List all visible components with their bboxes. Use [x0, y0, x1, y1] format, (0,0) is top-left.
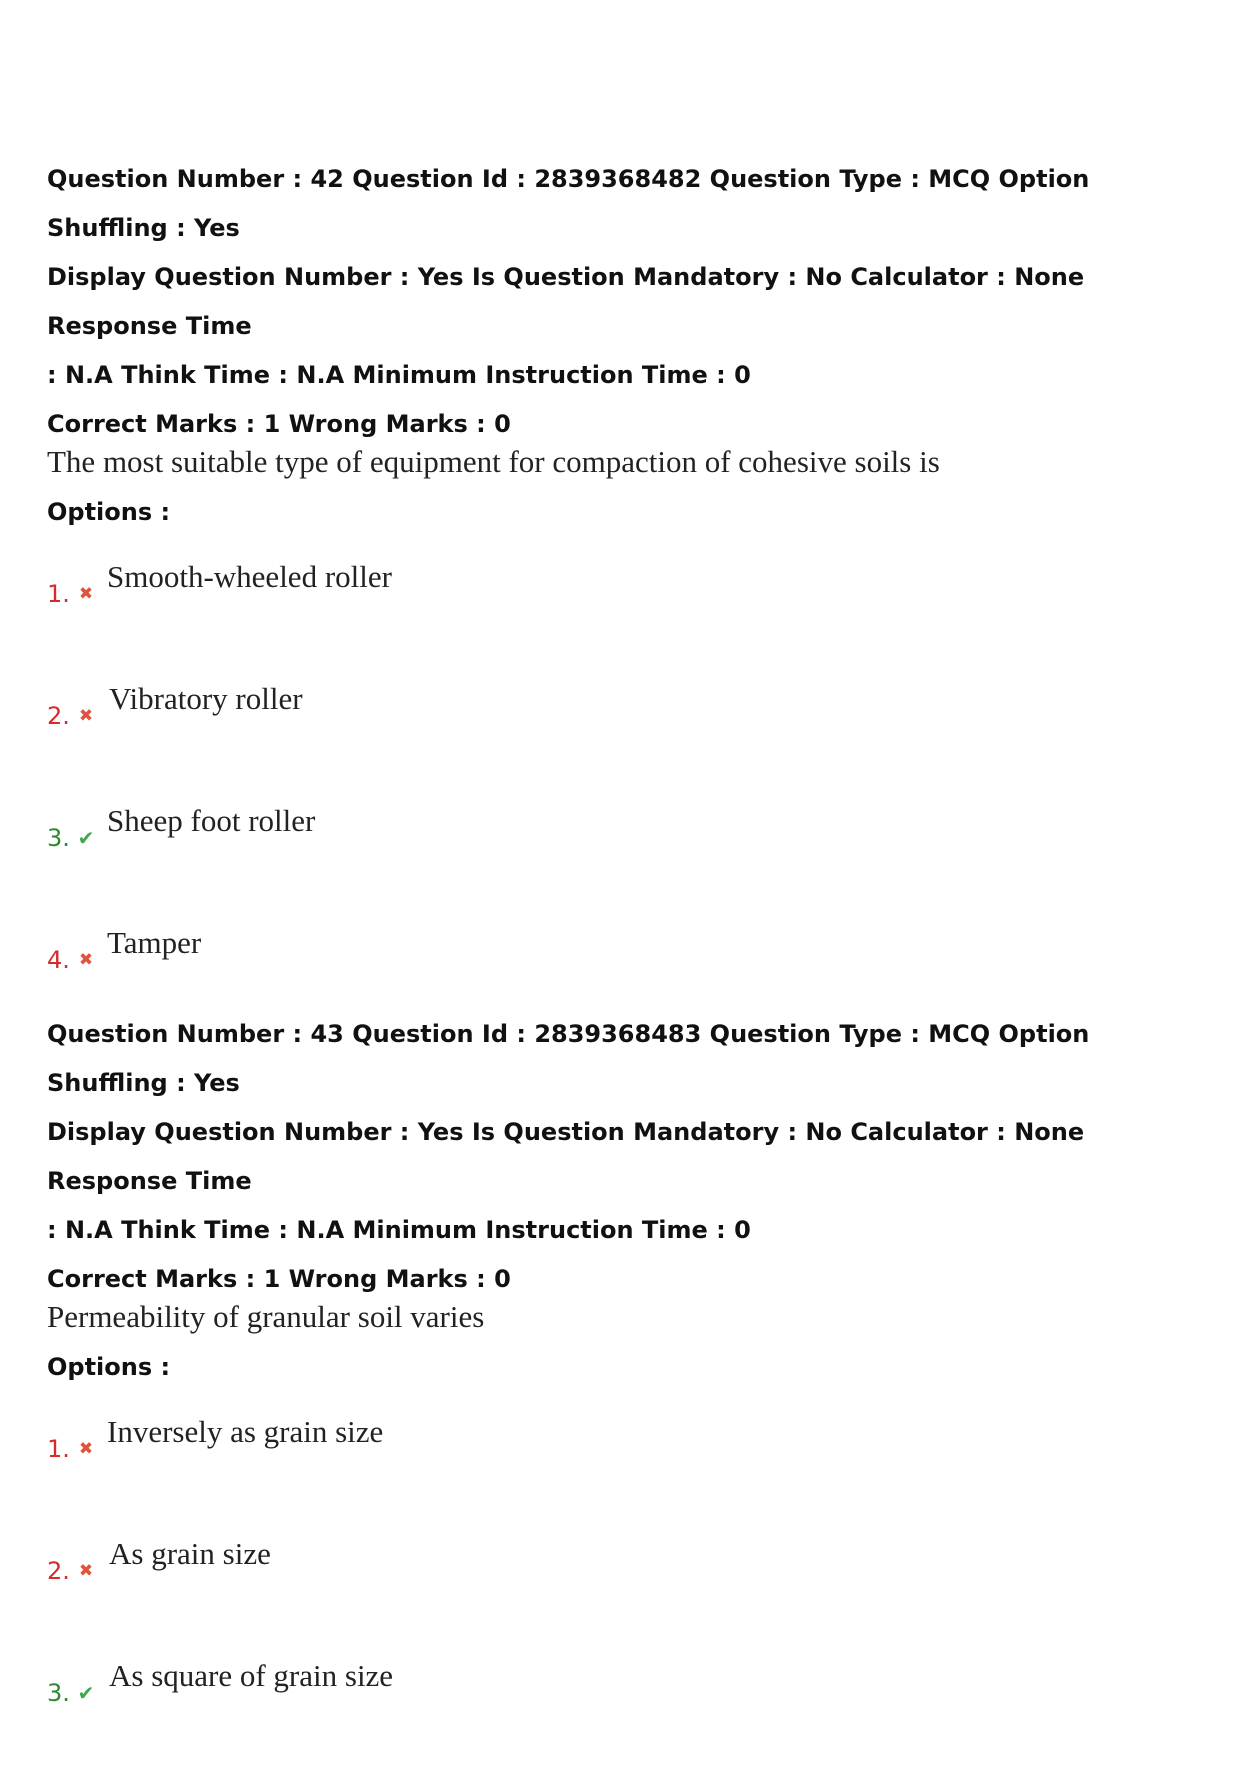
- options-list: [47, 557, 1207, 1045]
- option-text: As square of grain size: [109, 1658, 394, 1693]
- option-item: [47, 1656, 1207, 1778]
- option-text: Smooth-wheeled roller: [107, 559, 392, 594]
- option-item: [47, 1534, 1207, 1656]
- question-meta-line: Question Number : 43 Question Id : 2839368483 Question Type : MCQ Option Shuffling : Yes: [47, 1020, 1090, 1097]
- question-meta-line: : N.A Think Time : N.A Minimum Instruction Time : 0: [47, 1216, 751, 1244]
- option-text: As grain size: [109, 1536, 271, 1571]
- question-text: Permeability of granular soil varies: [47, 1299, 485, 1334]
- options-label: Options :: [47, 1353, 171, 1381]
- option-number: 3.: [47, 1679, 70, 1707]
- option-item: [47, 557, 1207, 679]
- option-number: 1.: [47, 1435, 70, 1463]
- option-number: 1.: [47, 580, 70, 608]
- option-number: 4.: [47, 946, 70, 974]
- question-meta-line: Question Number : 42 Question Id : 2839368482 Question Type : MCQ Option Shuffling : Yes: [47, 165, 1090, 242]
- option-number: 2.: [47, 1557, 70, 1585]
- options-label: Options :: [47, 498, 171, 526]
- option-number: 3.: [47, 824, 70, 852]
- question-meta-line: : N.A Think Time : N.A Minimum Instruction Time : 0: [47, 361, 751, 389]
- cross-icon: ✖: [78, 950, 94, 970]
- cross-icon: ✖: [78, 1439, 94, 1459]
- cross-icon: ✖: [78, 584, 94, 604]
- check-icon: ✔: [77, 1681, 95, 1705]
- option-text: Sheep foot roller: [107, 803, 316, 838]
- options-list: [47, 1412, 1207, 1778]
- question-meta-line: Display Question Number : Yes Is Question Mandatory : No Calculator : None Response Time: [47, 1118, 1085, 1195]
- question-meta-line: Display Question Number : Yes Is Question Mandatory : No Calculator : None Response Time: [47, 263, 1085, 340]
- option-number: 2.: [47, 702, 70, 730]
- question-text: The most suitable type of equipment for compaction of cohesive soils is: [47, 444, 940, 479]
- option-text: Inversely as grain size: [107, 1414, 384, 1449]
- cross-icon: ✖: [78, 706, 94, 726]
- option-item: [47, 801, 1207, 923]
- question-block-43: [47, 1010, 1207, 1778]
- question-block-42: [47, 155, 1207, 1045]
- cross-icon: ✖: [78, 1561, 94, 1581]
- marks-line: Correct Marks : 1 Wrong Marks : 0: [47, 410, 511, 438]
- option-text: Tamper: [107, 925, 202, 960]
- option-text: Vibratory roller: [109, 681, 303, 716]
- option-item: [47, 1412, 1207, 1534]
- option-item: [47, 679, 1207, 801]
- check-icon: ✔: [77, 826, 95, 850]
- marks-line: Correct Marks : 1 Wrong Marks : 0: [47, 1265, 511, 1293]
